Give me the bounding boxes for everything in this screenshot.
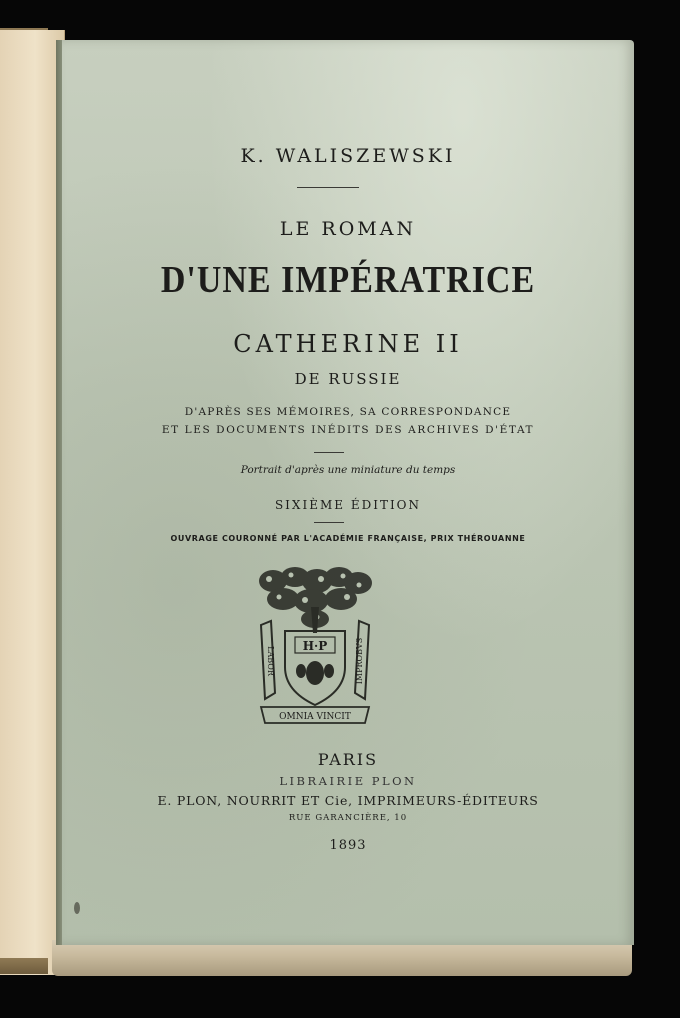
edition-label: SIXIÈME ÉDITION: [274, 498, 422, 512]
foxing-spot: [74, 902, 80, 914]
imprint-city: PARIS: [317, 750, 379, 769]
emblem-motto-right: IMPROBVS: [355, 637, 364, 685]
sources-line-1: D'APRÈS SES MÉMOIRES, SA CORRESPONDANCE: [184, 406, 512, 418]
portrait-note: Portrait d'après une miniature du temps: [240, 464, 456, 476]
page-block-edge: [52, 940, 632, 976]
subject-country: DE RUSSIE: [294, 370, 402, 388]
divider-rule: [297, 187, 359, 188]
title-page: [62, 40, 634, 945]
imprint-printers: E. PLON, NOURRIT ET Cie, IMPRIMEURS-ÉDITEURS: [157, 793, 539, 808]
emblem-motto-bottom: OMNIA VINCIT: [279, 712, 351, 722]
award-note: OUVRAGE COURONNÉ PAR L'ACADÉMIE FRANÇAISE, PRIX THÉROUANNE: [170, 534, 526, 543]
binding-corner-bottom: [0, 958, 48, 974]
subject-name: CATHERINE II: [233, 330, 463, 358]
tree-shield-printer-mark-icon: [255, 567, 375, 729]
emblem-monogram: H·P: [302, 639, 328, 653]
imprint-publisher: LIBRAIRIE PLON: [279, 774, 417, 788]
sources-line-2: ET LES DOCUMENTS INÉDITS DES ARCHIVES D'ÉTAT: [161, 424, 535, 436]
imprint-address: RUE GARANCIÈRE, 10: [288, 813, 408, 823]
title-line-1: LE ROMAN: [279, 218, 417, 240]
author-name: K. WALISZEWSKI: [240, 145, 456, 167]
main-title: D'UNE IMPÉRATRICE: [160, 259, 536, 302]
emblem-motto-left: LABOR: [266, 646, 275, 676]
divider-rule: [314, 522, 344, 523]
imprint-year: 1893: [329, 838, 367, 853]
divider-rule: [314, 452, 344, 453]
